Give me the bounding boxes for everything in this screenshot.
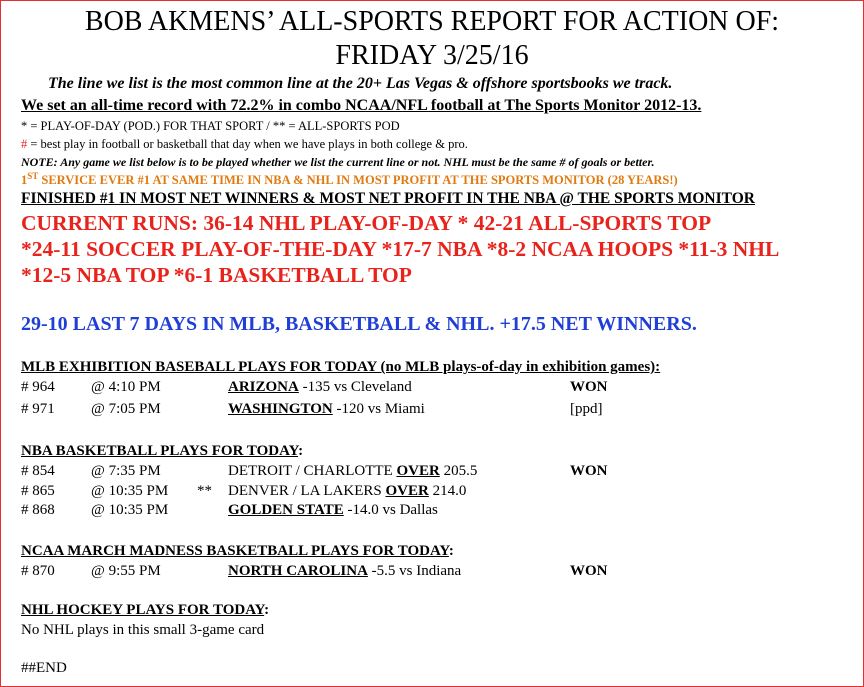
pick-line: -5.5 vs Indiana [367,563,462,579]
matchup: DENVER / LA LAKERS [228,483,386,499]
ncaa-heading-colon: : [448,543,454,559]
pick-line: -135 vs Cleveland [298,379,412,395]
play-number: # 964 [21,379,55,395]
runs-line1: CURRENT RUNS: 36-14 NHL PLAY-OF-DAY * 42-21 ALL-SPORTS TOP [21,211,712,235]
pick-line: 205.5 [439,463,478,479]
nhl-heading-colon: : [264,602,270,618]
nhl-note: No NHL plays in this small 3-game card [21,622,265,638]
service-rest: SERVICE EVER #1 AT SAME TIME IN NBA & NHL IN MOST PROFIT AT THE SPORTS MONITOR (28 YEARS!) [38,173,678,187]
record-note: We set an all-time record with 72.2% in combo NCAA/NFL football at The Sports Monitor 2012-13. [21,97,702,114]
service-line [21,171,678,188]
runs-line2: *24-11 SOCCER PLAY-OF-THE-DAY *17-7 NBA *8-2 NCAA HOOPS *11-3 NHL [21,237,780,261]
play-time: @ 7:35 PM [91,463,161,479]
nba-heading-text: NBA BASKETBALL PLAYS FOR TODAY [21,443,299,459]
play-number: # 971 [21,401,55,417]
play-number: # 868 [21,502,55,518]
play-time: @ 7:05 PM [91,401,161,417]
nba-heading [21,443,303,460]
team-pick: OVER [385,483,429,499]
service-sup: ST [27,171,39,181]
pick-line: -14.0 vs Dallas [343,502,438,518]
line-source-note: The line we list is the most common line at the 20+ Las Vegas & offshore sportsbooks we track. [48,75,673,92]
play-number: # 870 [21,563,55,579]
nhl-heading [21,602,269,619]
page-title-line2: FRIDAY 3/25/16 [335,40,529,71]
finished-line: FINISHED #1 IN MOST NET WINNERS & MOST NET PROFIT IN THE NBA @ THE SPORTS MONITOR [21,190,755,207]
ncaa-heading [21,543,454,560]
runs-line3: *12-5 NBA TOP *6-1 BASKETBALL TOP [21,263,412,287]
ncaa-heading-text: NCAA MARCH MADNESS BASKETBALL PLAYS FOR TODAY [21,543,449,559]
nba-heading-colon: : [298,443,304,459]
pick-line: -120 vs Miami [332,401,425,417]
all-sports-pod-mark: ** [197,483,212,499]
play-time: @ 10:35 PM [91,502,169,518]
hash-symbol: # [21,137,28,151]
matchup: DETROIT / CHARLOTTE [228,463,397,479]
team-pick: GOLDEN STATE [228,502,344,518]
page-title-line1: BOB AKMENS’ ALL-SPORTS REPORT FOR ACTION OF: [84,6,780,37]
play-time: @ 10:35 PM [91,483,169,499]
play-number: # 865 [21,483,55,499]
pick-line: 214.0 [428,483,467,499]
play-result: WON [570,563,608,579]
play-number: # 854 [21,463,55,479]
play-time: @ 9:55 PM [91,563,161,579]
note-line: NOTE: Any game we list below is to be played whether we list the current line or not. NHL must be the same # of goals or better. [21,155,655,169]
team-pick: ARIZONA [228,379,299,395]
hash-legend [21,137,468,152]
last7-line: 29-10 LAST 7 DAYS IN MLB, BASKETBALL & NHL. +17.5 NET WINNERS. [21,313,697,335]
play-time: @ 4:10 PM [91,379,161,395]
play-result: [ppd] [570,401,603,417]
play-result: WON [570,463,608,479]
team-pick: WASHINGTON [228,401,333,417]
play-result: WON [570,379,608,395]
pod-legend: * = PLAY-OF-DAY (POD.) FOR THAT SPORT / ** = ALL-SPORTS POD [21,119,400,133]
team-pick: OVER [396,463,440,479]
team-pick: NORTH CAROLINA [228,563,368,579]
nhl-heading-text: NHL HOCKEY PLAYS FOR TODAY [21,602,265,618]
service-prefix: 1 [21,173,28,187]
hash-legend-text: = best play in football or basketball that day when we have plays in both college & pro. [27,137,468,151]
end-marker: ##END [21,660,67,676]
mlb-heading: MLB EXHIBITION BASEBALL PLAYS FOR TODAY (no MLB plays-of-day in exhibition games): [21,359,661,375]
